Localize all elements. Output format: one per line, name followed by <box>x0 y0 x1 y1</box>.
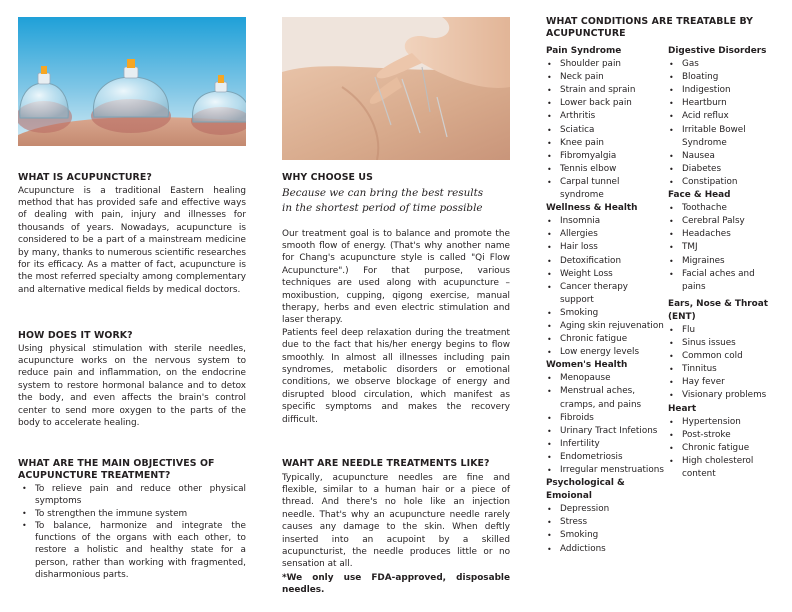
list-item: • Smoking <box>546 529 664 542</box>
list-item: • Low energy levels <box>546 346 664 359</box>
cupping-photo <box>18 17 246 146</box>
group-title: Women's Health <box>546 360 628 371</box>
needle-heading: WAHT ARE NEEDLE TREATMENTS LIKE? <box>282 458 490 469</box>
list-item: • Fibromyalgia <box>546 150 664 163</box>
group-title: Psychological & Emoional <box>546 478 625 502</box>
list-item: • Flu <box>668 324 780 337</box>
list-item: • TMJ <box>668 241 780 254</box>
cupping-illustration <box>18 17 246 146</box>
why-choose-tagline <box>282 186 510 216</box>
condition-group-face-head <box>668 189 780 294</box>
conditions-heading <box>546 16 776 39</box>
list-item: • Indigestion <box>668 84 780 97</box>
conditions-section <box>546 16 776 39</box>
list-item: • Facial aches and pains <box>668 268 780 294</box>
list-item: • Strain and sprain <box>546 84 664 97</box>
needle-photo <box>282 17 510 160</box>
list-item: • Nausea <box>668 150 780 163</box>
list-item: • Constipation <box>668 176 780 189</box>
list-item: • Gas <box>668 58 780 71</box>
why-choose-para2: Patients feel deep relaxation during the treatment due to the fact that his/her energy begins to flow smoothly. In almost all illnesses including pain syndromes, metabolic disorders or emotional conditions, we observe blockage of energy and disrupted blood circulation, which manifest as specific symptoms and makes the recovery difficult. <box>282 327 510 425</box>
fda-note: *We only use FDA-approved, disposable needles. <box>282 572 510 596</box>
list-item: • Carpal tunnel syndrome <box>546 176 664 202</box>
list-item: • Menstrual aches, cramps, and pains <box>546 385 664 411</box>
conditions-right-column <box>668 45 780 481</box>
condition-group-women <box>546 359 664 477</box>
list-item: • Headaches <box>668 228 780 241</box>
list-item: • Diabetes <box>668 163 780 176</box>
list-item: • Hair loss <box>546 241 664 254</box>
list-item: • Addictions <box>546 543 664 556</box>
list-item: • Common cold <box>668 350 780 363</box>
needle-body: Typically, acupuncture needles are fine and flexible, similar to a human hair or a piece of thread. And there's no hole like an injection needle. That's why an acupuncture needle rarely causes any damage to the skin. When deftly inserted into an acupoint by a skilled acupuncturist, the needle produces little or no sensation at all. <box>282 472 510 570</box>
list-item: • Bloating <box>668 71 780 84</box>
objectives-list <box>18 483 246 581</box>
list-item: • Infertility <box>546 438 664 451</box>
condition-group-psychological <box>546 477 664 556</box>
list-item: • Hypertension <box>668 416 780 429</box>
list-item: • Post-stroke <box>668 429 780 442</box>
list-item: • Endometriosis <box>546 451 664 464</box>
list-item: • Chronic fatigue <box>546 333 664 346</box>
list-item: • Allergies <box>546 228 664 241</box>
conditions-heading-line2: ACUPUNCTURE <box>546 27 626 39</box>
tagline-line1: Because we can bring the best results <box>282 186 484 199</box>
list-item: • Sinus issues <box>668 337 780 350</box>
list-item: • To relieve pain and reduce other physical symptoms <box>18 483 246 508</box>
why-choose-heading: WHY CHOOSE US <box>282 172 373 183</box>
list-item: • Smoking <box>546 307 664 320</box>
list-item: • Shoulder pain <box>546 58 664 71</box>
list-item: • To strengthen the immune system <box>18 508 246 520</box>
group-title: Digestive Disorders <box>668 46 767 56</box>
list-item: • Cerebral Palsy <box>668 215 780 228</box>
list-item: • Neck pain <box>546 71 664 84</box>
how-works-section <box>18 330 246 429</box>
needle-section <box>282 458 510 597</box>
list-item: • Knee pain <box>546 137 664 150</box>
list-item: • Irregular menstruations <box>546 464 664 477</box>
list-item: • Depression <box>546 503 664 516</box>
what-is-section <box>18 172 246 296</box>
objectives-heading <box>18 458 246 481</box>
list-item: • Heartburn <box>668 97 780 110</box>
list-item: • Chronic fatigue <box>668 442 780 455</box>
list-item: • High cholesterol content <box>668 455 780 481</box>
conditions-left-column <box>546 45 664 556</box>
objectives-heading-line1: WHAT ARE THE MAIN OBJECTIVES OF <box>18 458 215 469</box>
group-title: Pain Syndrome <box>546 46 622 56</box>
how-works-body: Using physical stimulation with sterile needles, acupuncture works on the nervous system to reduce pain and inflammation, on the endocrine system to restore hormonal balance and to detox the body, and even affects the brain's control center to send more oxygen to the parts of the body to accelerate healing. <box>18 343 246 428</box>
conditions-heading-line1: WHAT CONDITIONS ARE TREATABLE BY <box>546 16 754 27</box>
why-choose-para1: Our treatment goal is to balance and promote the smooth flow of energy. (That's why another name for Chang's acupuncture style is called "Qi Flow Acupuncture".) For that purpose, various techniques are used along with acupuncture – moxibustion, cupping, qigong exercise, manual therapy, herbs and even electric stimulation and laser therapy. <box>282 228 510 326</box>
list-item: • Irritable Bowel Syndrome <box>668 124 780 150</box>
list-item: • Weight Loss <box>546 268 664 281</box>
list-item: • Urinary Tract Infetions <box>546 425 664 438</box>
list-item: • Aging skin rejuvenation <box>546 320 664 333</box>
list-item: • Cancer therapy support <box>546 281 664 307</box>
list-item: • Fibroids <box>546 412 664 425</box>
what-is-body: Acupuncture is a traditional Eastern healing method that has provided safe and effective ways of dealing with pain, injury and illnesses for thousands of years. Nowadays, acupuncture is considered to be a part of a mainstream medicine by many, thanks to numerous scientific researches for its efficacy. As a matter of fact, acupuncture is the most referred specialty among complementary and alternative medical fields by medical doctors. <box>18 185 246 295</box>
why-choose-section <box>282 172 510 426</box>
objectives-section <box>18 458 246 581</box>
list-item: • Toothache <box>668 202 780 215</box>
group-title: Face & Head <box>668 190 731 201</box>
group-title: Ears, Nose & Throat (ENT) <box>668 298 768 322</box>
list-item: • Stress <box>546 516 664 529</box>
tagline-line2: in the shortest period of time possible <box>282 201 483 214</box>
objectives-heading-line2: ACUPUNCTURE TREATMENT? <box>18 469 171 481</box>
condition-group-ent <box>668 298 780 403</box>
list-item: • To balance, harmonize and integrate the functions of the organs with each other, to restore a holistic and healthy state for a person, rather than working with fragmented, disharmonious parts. <box>18 520 246 581</box>
condition-group-pain <box>546 45 664 202</box>
list-item: • Arthritis <box>546 110 664 123</box>
list-item: • Hay fever <box>668 376 780 389</box>
list-item: • Detoxification <box>546 255 664 268</box>
condition-group-wellness <box>546 202 664 359</box>
condition-group-digestive <box>668 45 780 189</box>
needle-illustration <box>282 17 510 160</box>
list-item: • Tinnitus <box>668 363 780 376</box>
group-title: Wellness & Health <box>546 203 638 214</box>
list-item: • Insomnia <box>546 215 664 228</box>
list-item: • Sciatica <box>546 124 664 137</box>
how-works-heading: HOW DOES IT WORK? <box>18 330 133 341</box>
what-is-heading: WHAT IS ACUPUNCTURE? <box>18 172 152 183</box>
list-item: • Lower back pain <box>546 97 664 110</box>
group-title: Heart <box>668 403 697 414</box>
list-item: • Visionary problems <box>668 389 780 402</box>
condition-group-heart <box>668 403 780 482</box>
list-item: • Migraines <box>668 255 780 268</box>
list-item: • Tennis elbow <box>546 163 664 176</box>
list-item: • Menopause <box>546 372 664 385</box>
list-item: • Acid reflux <box>668 110 780 123</box>
